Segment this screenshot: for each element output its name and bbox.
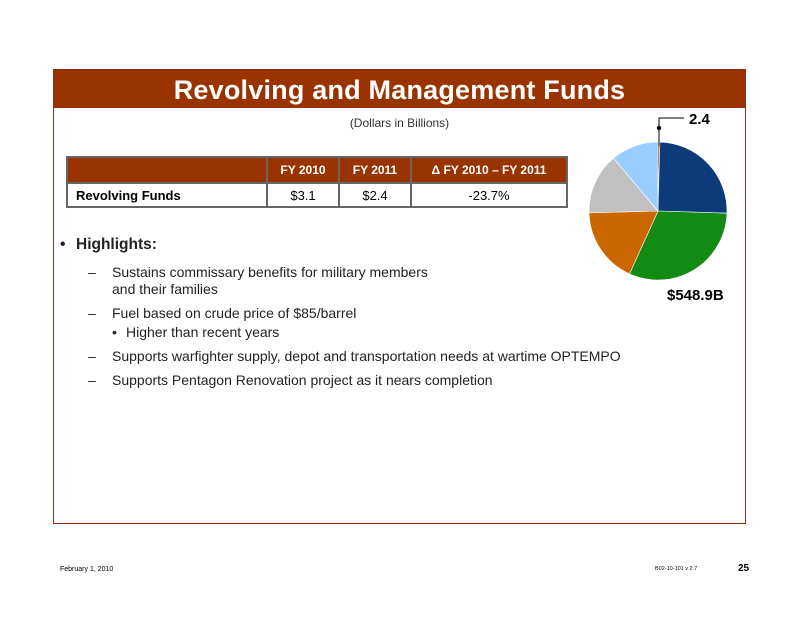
cell-fy2010: $3.1	[267, 183, 339, 207]
table-header-fy2010: FY 2010	[267, 157, 339, 183]
pie-chart-svg	[587, 140, 729, 282]
sub-list-item	[60, 324, 720, 341]
pie-slice-label: 2.4	[689, 111, 710, 128]
page-title: Revolving and Management Funds	[54, 70, 745, 108]
table-header-row	[67, 157, 567, 183]
list-item	[60, 305, 720, 322]
dash-icon: –	[88, 372, 96, 388]
list-item-text: Fuel based on crude price of $85/barrel	[112, 305, 357, 321]
dash-icon: –	[88, 264, 96, 280]
bullet-icon: •	[60, 236, 66, 253]
table-header-delta: Δ FY 2010 – FY 2011	[411, 157, 567, 183]
dash-icon: –	[88, 348, 96, 364]
sub-list-item-text: Higher than recent years	[126, 324, 280, 340]
list-item-text: Supports warfighter supply, depot and transportation needs at wartime OPTEMPO	[112, 348, 621, 364]
table-header-fy2011: FY 2011	[339, 157, 411, 183]
list-item-text: Supports Pentagon Renovation project as it nears completion	[112, 372, 493, 388]
list-item-text: Sustains commissary benefits for military members	[112, 264, 428, 280]
pie-chart	[587, 140, 729, 282]
list-item	[60, 372, 720, 389]
footer-date: February 1, 2010	[60, 566, 114, 573]
funds-table	[66, 156, 568, 208]
dash-icon: –	[88, 305, 96, 321]
list-item	[60, 348, 720, 365]
cell-fy2011: $2.4	[339, 183, 411, 207]
table-header-blank	[67, 157, 267, 183]
footer-code: B02-10-101 v 2.7	[655, 566, 698, 572]
pie-total-label: $548.9B	[667, 287, 724, 304]
table-row	[67, 183, 567, 207]
row-label: Revolving Funds	[67, 183, 267, 207]
slide-frame	[53, 69, 746, 524]
subtitle: (Dollars in Billions)	[349, 116, 450, 130]
highlights-heading-text: Highlights:	[76, 236, 157, 253]
bullet-icon: •	[112, 324, 117, 340]
cell-delta: -23.7%	[411, 183, 567, 207]
list-item-text-continued: and their families	[112, 281, 218, 297]
pie-slice	[658, 142, 727, 213]
page-number: 25	[738, 563, 750, 574]
